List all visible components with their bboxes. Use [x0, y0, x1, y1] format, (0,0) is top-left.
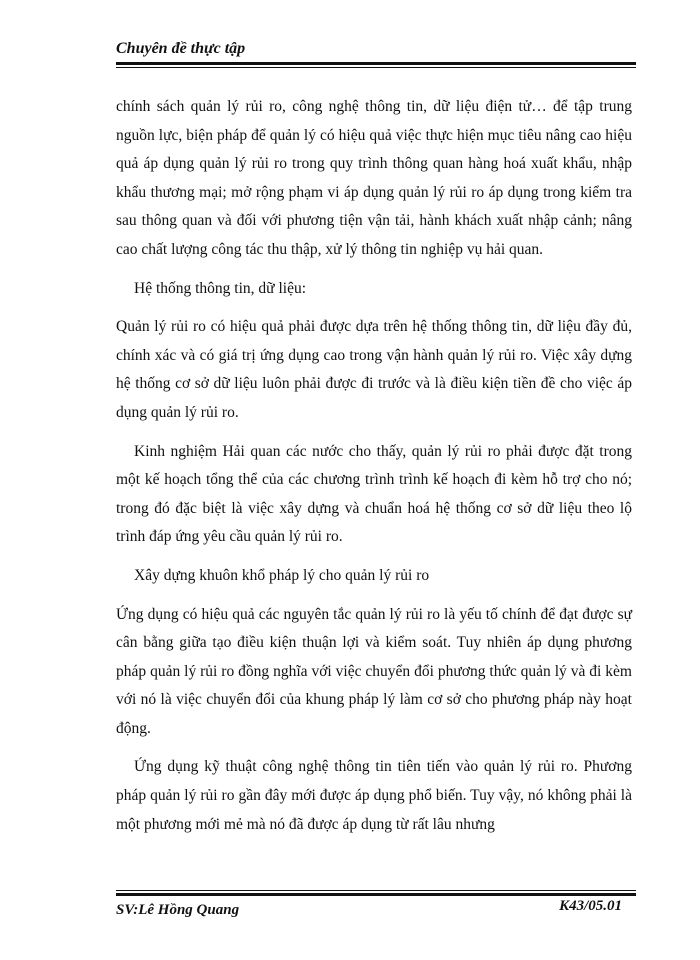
header-rule: [116, 62, 636, 65]
page-header-title: Chuyên đề thực tập: [116, 40, 246, 57]
paragraph-info-heading: Hệ thống thông tin, dữ liệu:: [134, 279, 306, 297]
document-body: [116, 93, 632, 849]
paragraph-info-system: Quản lý rủi ro có hiệu quả phải được dựa trên hệ thống thông tin, dữ liệu đầy đủ, chính xác và có giá trị ứng dụng cao trong vận hành quản lý rủi ro. Việc xây dựng hệ thống cơ sở dữ liệu luôn phải được đi trước và là điều kiện tiền đề cho việc áp dụng quản lý rủi ro.: [116, 318, 632, 421]
footer-rule: [116, 893, 636, 896]
footer-student-name: SV:Lê Hồng Quang: [116, 902, 240, 918]
footer-rule-secondary: [116, 890, 636, 891]
paragraph-legal-heading: Xây dựng khuôn khổ pháp lý cho quản lý rủi ro: [134, 566, 430, 584]
paragraph-legal-framework: Ứng dụng có hiệu quả các nguyên tắc quản lý rủi ro là yếu tố chính để đạt được sự cân bằng giữa tạo điều kiện thuận lợi và kiểm soát. Tuy nhiên áp dụng phương pháp quản lý rủi ro đồng nghĩa với việc chuyển đổi phương thức quản lý và đi kèm với nó là việc chuyển đổi của khung pháp lý làm cơ sở cho phương pháp này hoạt động.: [116, 605, 632, 737]
header-rule-secondary: [116, 67, 636, 68]
paragraph-international-experience: Kinh nghiệm Hải quan các nước cho thấy, quản lý rủi ro phải được đặt trong một kế hoạch tổng thể của các chương trình trình kế hoạch đi kèm hỗ trợ cho nó; trong đó đặc biệt là việc xây dựng và chuẩn hoá hệ thống cơ sở dữ liệu theo lộ trình đáp ứng yêu cầu quản lý rủi ro.: [116, 442, 632, 546]
footer-class-code: K43/05.01: [559, 898, 622, 914]
paragraph-policy-continuation: chính sách quản lý rủi ro, công nghệ thông tin, dữ liệu điện tử… để tập trung nguồn lực, biện pháp để quản lý có hiệu quả việc thực hiện mục tiêu nâng cao hiệu quả áp dụng quản lý rủi ro trong quy trình thông quan hàng hoá xuất khẩu, nhập khẩu thương mại; mở rộng phạm vi áp dụng quản lý rủi ro áp dụng trong kiểm tra sau thông quan và đối với phương tiện vận tải, hành khách xuất nhập cảnh; nâng cao chất lượng công tác thu thập, xử lý thông tin nghiệp vụ hải quan.: [116, 98, 632, 258]
paragraph-it-application: Ứng dụng kỹ thuật công nghệ thông tin tiên tiến vào quản lý rủi ro. Phương pháp quản lý rủi ro gần đây mới được áp dụng phổ biến. Tuy vậy, nó không phải là một phương mới mẻ mà nó đã được áp dụng từ rất lâu nhưng: [116, 758, 632, 833]
